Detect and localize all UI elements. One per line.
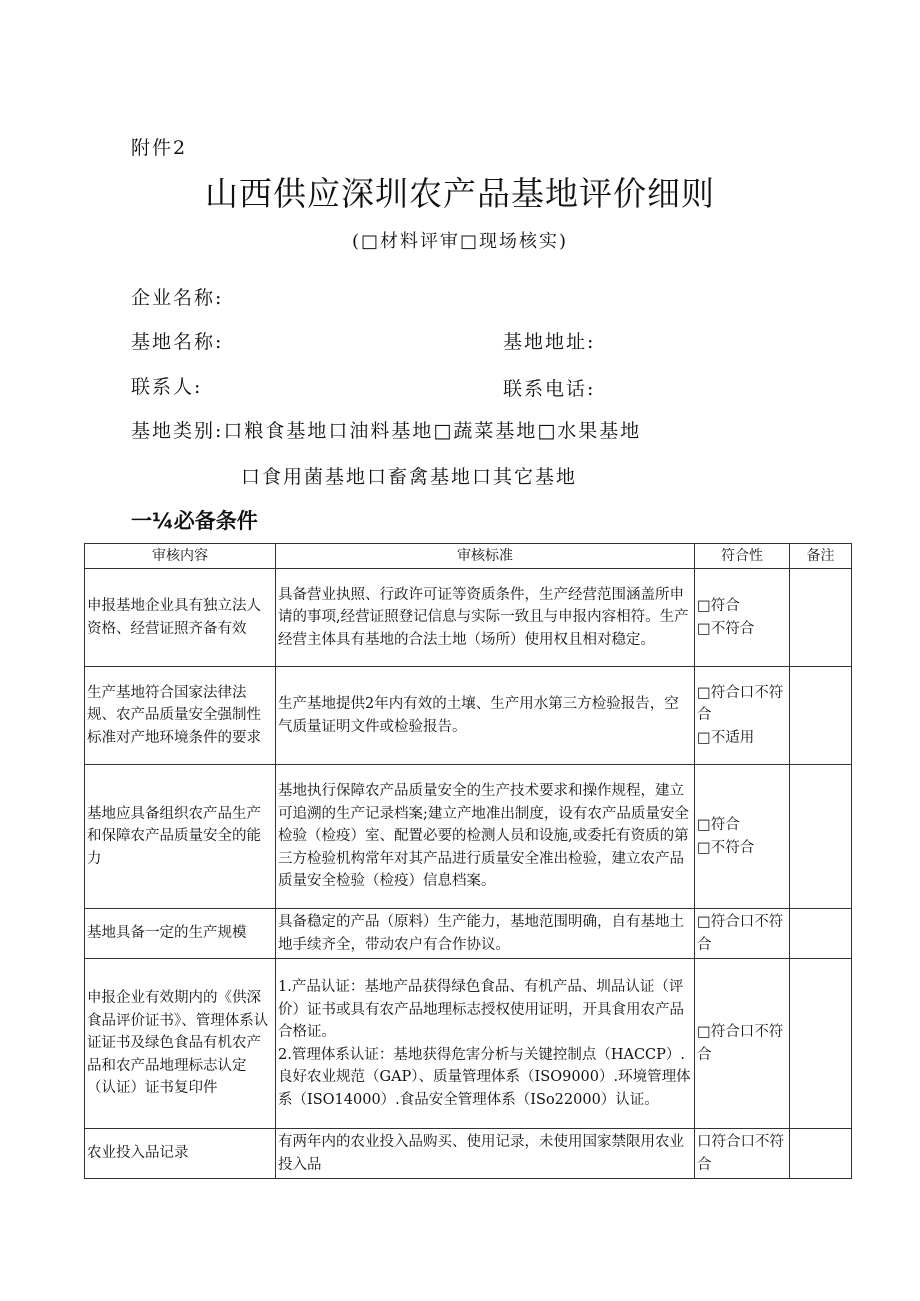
row-content: 基地应具备组织农产品生产和保障农产品质量安全的能力	[85, 765, 276, 909]
page-title: 山西供应深圳农产品基地评价细则	[205, 174, 715, 213]
table-row	[85, 959, 852, 1129]
row-compliance: □符合口不符合	[695, 909, 790, 959]
company-name-label: 企业名称:	[131, 287, 224, 309]
base-type-line-2: 口食用菌基地口畜禽基地口其它基地	[241, 466, 578, 488]
row-compliance: □符合口不符合	[695, 959, 790, 1129]
row-compliance: □符合 □不符合	[695, 765, 790, 909]
row-remark	[790, 959, 852, 1129]
table-header-row	[85, 544, 852, 569]
row-standard: 基地执行保障农产品质量安全的生产技术要求和操作规程，建立可追溯的生产记录档案;建立产地准出制度，设有农产品质量安全检验（检疫）室、配置必要的检测人员和设施,或委托有资质的第三方检验机构常年对其产品进行质量安全准出检验，建立农产品质量安全检验（检疫）信息档案。	[276, 765, 695, 909]
header-remark: 备注	[790, 544, 852, 569]
row-compliance: □符合 □不符合	[695, 569, 790, 667]
review-type-line: (□材料评审□现场核实)	[351, 231, 569, 252]
section-title: 一¼必备条件	[131, 509, 258, 533]
row-standard: 1.产品认证：基地产品获得绿色食品、有机产品、圳品认证（评价）证书或具有农产品地理标志授权使用证明，开具食用农产品合格证。 2.管理体系认证：基地获得危害分析与关键控制点（HACCP）.良好农业规范（GAP）、质量管理体系（ISO9000）.环境管理体系（ISO14000）.食品安全管理体系（ISo22000）认证。	[276, 959, 695, 1129]
row-standard: 有两年内的农业投入品购买、使用记录，未使用国家禁限用农业投入品	[276, 1129, 695, 1179]
header-compliance: 符合性	[695, 544, 790, 569]
header-content: 审核内容	[85, 544, 276, 569]
row-standard: 生产基地提供2年内有效的土壤、生产用水第三方检验报告，空气质量证明文件或检验报告。	[276, 667, 695, 765]
base-address-label: 基地地址:	[503, 331, 596, 353]
row-compliance: □符合口不符合 □不适用	[695, 667, 790, 765]
row-remark	[790, 569, 852, 667]
table-row	[85, 765, 852, 909]
row-remark	[790, 765, 852, 909]
row-content: 申报基地企业具有独立法人资格、经营证照齐备有效	[85, 569, 276, 667]
row-standard: 具备稳定的产品（原料）生产能力，基地范围明确，自有基地土地手续齐全，带动农户有合作协议。	[276, 909, 695, 959]
table-row	[85, 909, 852, 959]
contact-phone-label: 联系电话:	[503, 378, 596, 400]
row-remark	[790, 1129, 852, 1179]
base-type-line-1: 基地类别:口粮食基地口油料基地□蔬菜基地□水果基地	[131, 420, 642, 442]
row-compliance: 口符合口不符合	[695, 1129, 790, 1179]
row-content: 基地具备一定的生产规模	[85, 909, 276, 959]
contact-person-label: 联系人:	[131, 376, 203, 398]
table-row	[85, 1129, 852, 1179]
table-row	[85, 667, 852, 765]
row-content: 申报企业有效期内的《供深食品评价证书》、管理体系认证证书及绿色食品有机农产品和农产品地理标志认定（认证）证书复印件	[85, 959, 276, 1129]
row-standard: 具备营业执照、行政许可证等资质条件，生产经营范围涵盖所申请的事项,经营证照登记信息与实际一致且与申报内容相符。生产经营主体具有基地的合法土地（场所）使用权且相对稳定。	[276, 569, 695, 667]
row-content: 生产基地符合国家法律法规、农产品质量安全强制性标准对产地环境条件的要求	[85, 667, 276, 765]
criteria-table	[84, 543, 852, 1179]
row-content: 农业投入品记录	[85, 1129, 276, 1179]
attachment-label: 附件2	[131, 137, 188, 159]
table-row	[85, 569, 852, 667]
header-standard: 审核标准	[276, 544, 695, 569]
base-name-label: 基地名称:	[131, 331, 224, 353]
row-remark	[790, 909, 852, 959]
row-remark	[790, 667, 852, 765]
